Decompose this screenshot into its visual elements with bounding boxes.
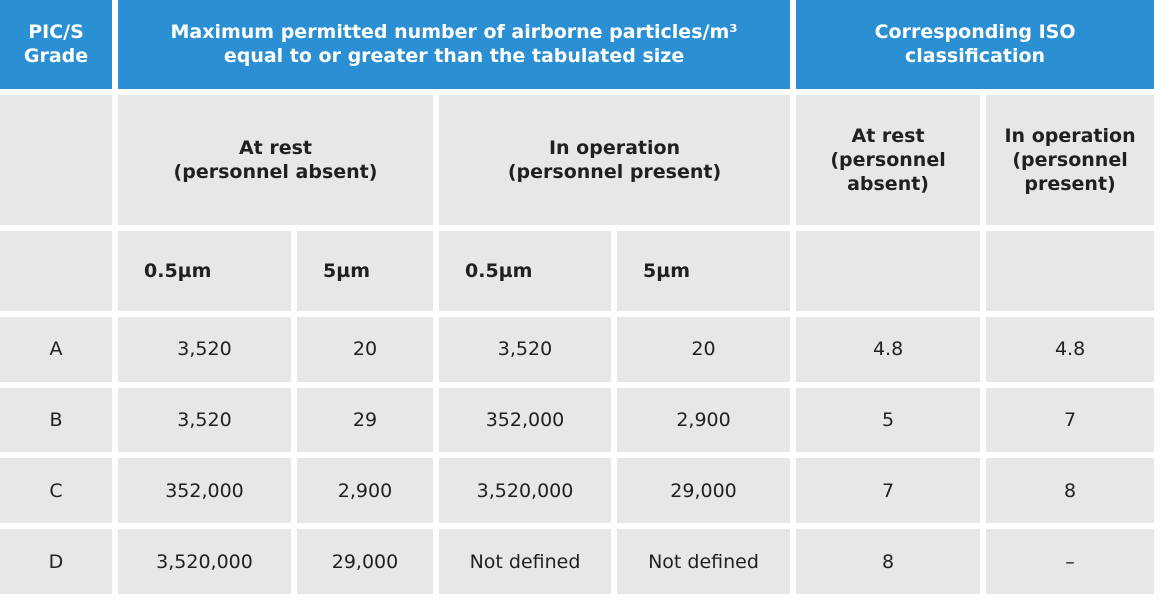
- subheader-at-rest-line1: At rest: [238, 137, 313, 160]
- rest-5-cell: 29,000: [297, 529, 433, 594]
- subheader-iso-rest-line3: absent): [847, 173, 929, 196]
- subheader-row: [0, 95, 1154, 226]
- subheader-iso-rest-line2: (personnel: [830, 149, 946, 172]
- iso-op-cell: 8: [986, 458, 1154, 523]
- subheader-at-rest-line2: (personnel absent): [173, 161, 378, 184]
- subheader-at-rest: [118, 95, 433, 226]
- grade-cell: B: [0, 388, 112, 453]
- grade-cell: A: [0, 317, 112, 382]
- iso-rest-cell: 8: [796, 529, 980, 594]
- size-rest-05: 0.5µm: [118, 231, 291, 310]
- header-iso-classification: [796, 0, 1154, 89]
- header-max-particles: [118, 0, 790, 89]
- rest-05-cell: 3,520: [118, 388, 291, 453]
- subheader-in-op-line2: (personnel present): [507, 161, 722, 184]
- size-rest-5: 5µm: [297, 231, 433, 310]
- iso-op-cell: –: [986, 529, 1154, 594]
- op-5-cell: 29,000: [617, 458, 790, 523]
- iso-rest-cell: 4.8: [796, 317, 980, 382]
- header-grade-line2: Grade: [23, 45, 89, 68]
- subheader-iso-op-line3: present): [1024, 173, 1116, 196]
- size-row: [0, 231, 1154, 310]
- subheader-in-operation: [439, 95, 790, 226]
- rest-05-cell: 3,520: [118, 317, 291, 382]
- rest-5-cell: 29: [297, 388, 433, 453]
- table-row: [0, 529, 1154, 594]
- op-05-cell: 3,520,000: [439, 458, 611, 523]
- size-iso-op-blank: [986, 231, 1154, 310]
- rest-05-cell: 352,000: [118, 458, 291, 523]
- op-5-cell: 20: [617, 317, 790, 382]
- op-05-cell: Not defined: [439, 529, 611, 594]
- iso-rest-cell: 5: [796, 388, 980, 453]
- header-max-line2: equal to or greater than the tabulated size: [223, 45, 685, 68]
- size-blank: [0, 231, 112, 310]
- subheader-iso-rest-line1: At rest: [851, 125, 925, 148]
- header-iso-line2: classification: [905, 45, 1046, 68]
- table-row: [0, 458, 1154, 523]
- iso-rest-cell: 7: [796, 458, 980, 523]
- table-row: [0, 388, 1154, 453]
- subheader-blank: [0, 95, 112, 226]
- grade-cell: C: [0, 458, 112, 523]
- subheader-iso-op-line1: In operation: [1004, 125, 1136, 148]
- subheader-in-op-line1: In operation: [548, 137, 681, 160]
- op-05-cell: 352,000: [439, 388, 611, 453]
- subheader-iso-at-rest: [796, 95, 980, 226]
- header-grade-line1: PIC/S: [28, 21, 84, 44]
- grade-cell: D: [0, 529, 112, 594]
- iso-op-cell: 4.8: [986, 317, 1154, 382]
- size-op-5: 5µm: [617, 231, 790, 310]
- subheader-iso-in-operation: [986, 95, 1154, 226]
- header-max-line1: Maximum permitted number of airborne particles/m³: [170, 21, 738, 44]
- rest-5-cell: 2,900: [297, 458, 433, 523]
- op-5-cell: Not defined: [617, 529, 790, 594]
- size-op-05: 0.5µm: [439, 231, 611, 310]
- table-row: [0, 317, 1154, 382]
- size-iso-rest-blank: [796, 231, 980, 310]
- op-5-cell: 2,900: [617, 388, 790, 453]
- header-row: [0, 0, 1154, 89]
- subheader-iso-op-line2: (personnel: [1012, 149, 1128, 172]
- header-iso-line1: Corresponding ISO: [874, 21, 1076, 44]
- rest-05-cell: 3,520,000: [118, 529, 291, 594]
- op-05-cell: 3,520: [439, 317, 611, 382]
- iso-op-cell: 7: [986, 388, 1154, 453]
- rest-5-cell: 20: [297, 317, 433, 382]
- header-grade: [0, 0, 112, 89]
